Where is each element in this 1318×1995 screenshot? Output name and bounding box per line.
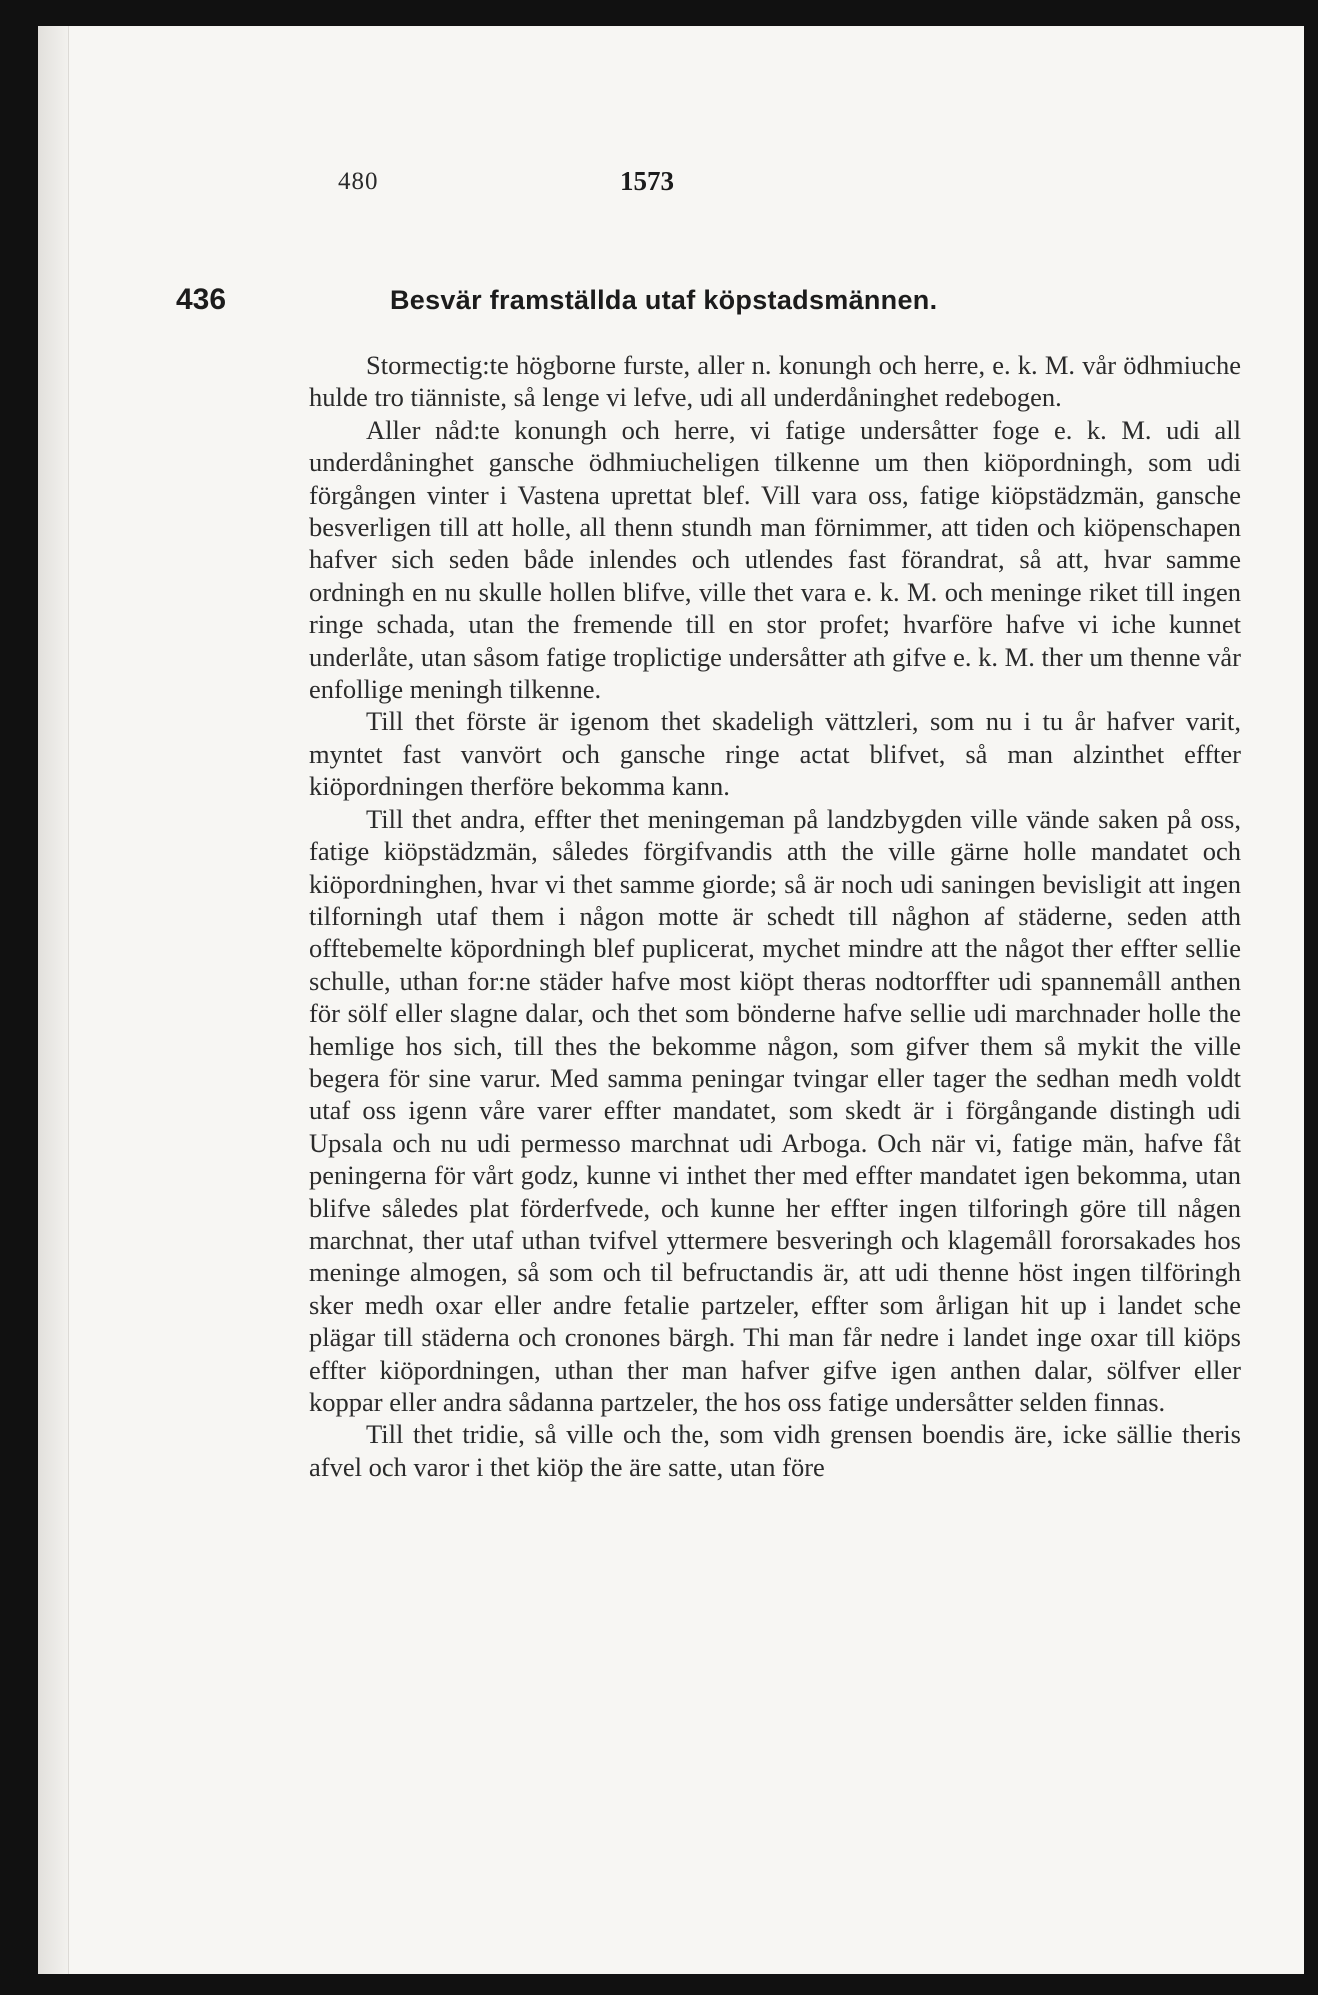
book-spine (38, 26, 69, 1974)
document-number: 436 (176, 283, 227, 316)
paragraph: Till thet förste är igenom thet skadeligh vättzleri, som nu i tu år hafver varit, myntet fast vanvört och gansche ringe actat blifvet, så man alzinthet effter kiöpordningen therföre bekomma kann. (309, 706, 1241, 802)
paragraph: Till thet andra, effter thet meningeman på landzbygden ville vände saken på oss, fatige kiöpstädzmän, således förgifvandis atth the ville gärne holle mandatet och kiöpordninghen, hvar vi thet samme giorde; så är noch udi saningen bevisligit att ingen tilforningh utaf them i någon motte är schedt till någhon af städerne, seden atth offtebemelte köpordningh blef puplicerat, mychet mindre att the något ther effter sellie schulle, uthan for:ne städer hafve most kiöpt theras nodtorffter udi spannemåll anthen för sölf eller slagne dalar, och thet som bönderne hafve sellie udi marchnader holle the hemlige hos sich, till thes the bekomme någon, som gifver them så mykit the ville begera för sine varur. Med samma peningar tvingar eller tager the sedhan medh voldt utaf oss igenn våre varer effter mandatet, som skedt är i förgångande distingh udi Upsala och nu udi permesso marchnat udi Arboga. Och när vi, fatige män, hafve fåt peningerna för vårt godz, kunne vi inthet ther med effter mandatet igen bekomma, utan blifve således plat förderfvede, och kunne her effter ingen tilforingh göre till någen marchnat, ther utaf uthan tvifvel yttermere besveringh och klagemåll fororsakades hos meninge almogen, så som och til befructandis är, att udi thenne höst ingen tilföringh sker medh oxar eller andre fetalie partzeler, effter som årligan hit up i landet sche plägar till städerna och cronones bärgh. Thi man får nedre i landet inge oxar till kiöps effter kiöpordningen, uthan ther man hafver gifve igen anthen dalar, sölfver eller koppar eller andra sådanna partzeler, the hos oss fatige undersåtter selden finnas. (309, 803, 1241, 1417)
paragraph: Stormectig:te högborne furste, aller n. konungh och herre, e. k. M. vår ödhmiuche hulde tro tiänniste, så lenge vi lefve, udi all underdåninghet redebogen. (309, 350, 1241, 413)
document-title: Besvär framställda utaf köpstadsmännen. (390, 285, 938, 315)
body-text (309, 349, 1241, 1483)
book-page (38, 26, 1304, 1974)
paragraph: Aller nåd:te konungh och herre, vi fatige undersåtter foge e. k. M. udi all underdåninghet gansche ödhmiucheligen tilkenne um then kiöpordningh, som udi förgången vinter i Vastena uprettat blef. Vill vara oss, fatige kiöpstädzmän, gansche besverligen till att holle, all thenn stundh man förnimmer, att tiden och kiöpenschapen hafver sich seden både inlendes och utlendes fast förandrat, så att, hvar samme ordningh en nu skulle hollen blifve, ville thet vara e. k. M. och meninge riket till ingen ringe schada, utan the fremende till en stor profet; hvarföre hafve vi iche kunnet underlåte, utan såsom fatige troplictige undersåtter ath gifve e. k. M. ther um thenne vår enfollige meningh tilkenne. (309, 414, 1241, 705)
paragraph: Till thet tridie, så ville och the, som vidh grensen boendis äre, icke sällie theris afvel och varor i thet kiöp the äre satte, utan före (309, 1419, 1241, 1482)
page-number: 480 (338, 168, 379, 195)
running-header-year: 1573 (620, 166, 674, 196)
